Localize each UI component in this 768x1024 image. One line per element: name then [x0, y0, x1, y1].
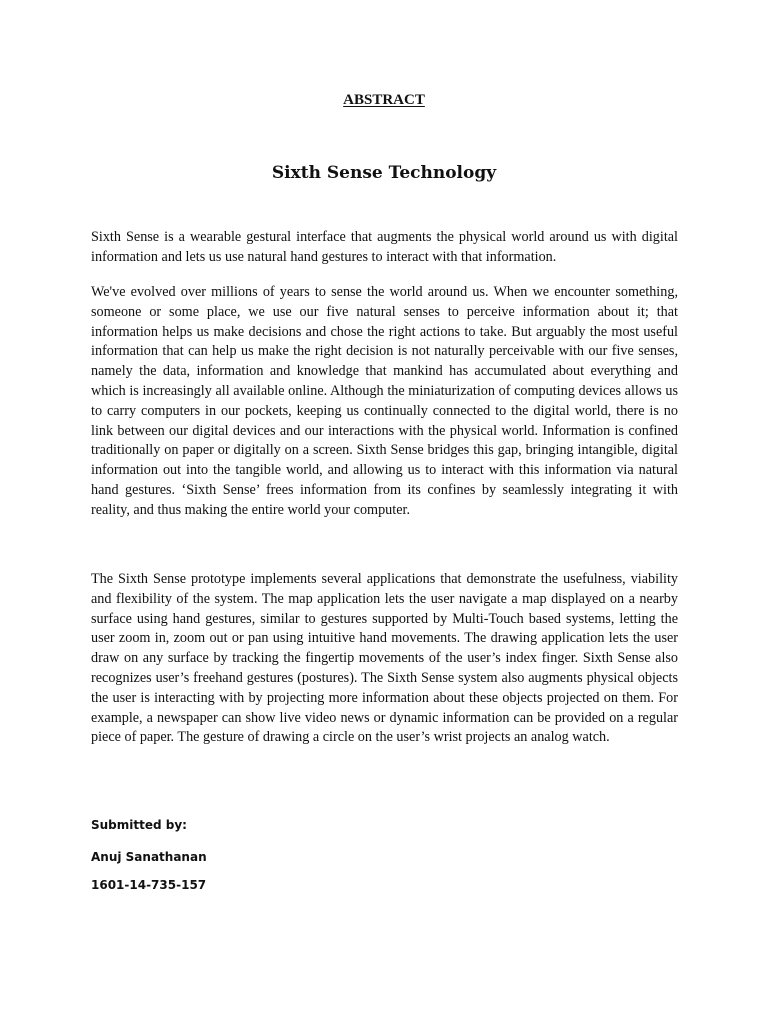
paragraph-intro: Sixth Sense is a wearable gestural interface that augments the physical world around us with digital information and lets us use natural hand gestures to interact with that information. — [91, 229, 678, 265]
document-title: Sixth Sense Technology — [271, 163, 497, 183]
author-id: 1601-14-735-157 — [91, 878, 207, 892]
submitted-by-label: Submitted by: — [91, 818, 187, 832]
author-name: Anuj Sanathanan — [91, 850, 207, 864]
section-heading: ABSTRACT — [343, 92, 425, 108]
paragraph-motivation: We've evolved over millions of years to sense the world around us. When we encounter something, someone or some place, we use our five natural senses to perceive information about it; that information helps us make decisions and chose the right actions to take. But arguably the most useful information that can help us make the right decision is not naturally perceivable with our five senses, namely the data, information and knowledge that mankind has accumulated about everything and which is increasingly all available online. Although the miniaturization of computing devices allows us to carry computers in our pockets, keeping us continually connected to the digital world, there is no link between our digital devices and our interactions with the physical world. Information is confined traditionally on paper or digitally on a screen. Sixth Sense bridges this gap, bringing intangible, digital information out into the tangible world, and allowing us to interact with this information via natural hand gestures. ‘Sixth Sense’ frees information from its confines by seamlessly integrating it with reality, and thus making the entire world your computer. — [91, 284, 678, 518]
paragraph-applications: The Sixth Sense prototype implements several applications that demonstrate the usefulness, viability and flexibility of the system. The map application lets the user navigate a map displayed on a nearby surface using hand gestures, similar to gestures supported by Multi-Touch based systems, letting the user zoom in, zoom out or pan using intuitive hand movements. The drawing application lets the user draw on any surface by tracking the fingertip movements of the user’s index finger. Sixth Sense also recognizes user’s freehand gestures (postures). The Sixth Sense system also augments physical objects the user is interacting with by projecting more information about these objects projected on them. For example, a newspaper can show live video news or dynamic information can be provided on a regular piece of paper. The gesture of drawing a circle on the user’s wrist projects an analog watch. — [91, 571, 678, 746]
